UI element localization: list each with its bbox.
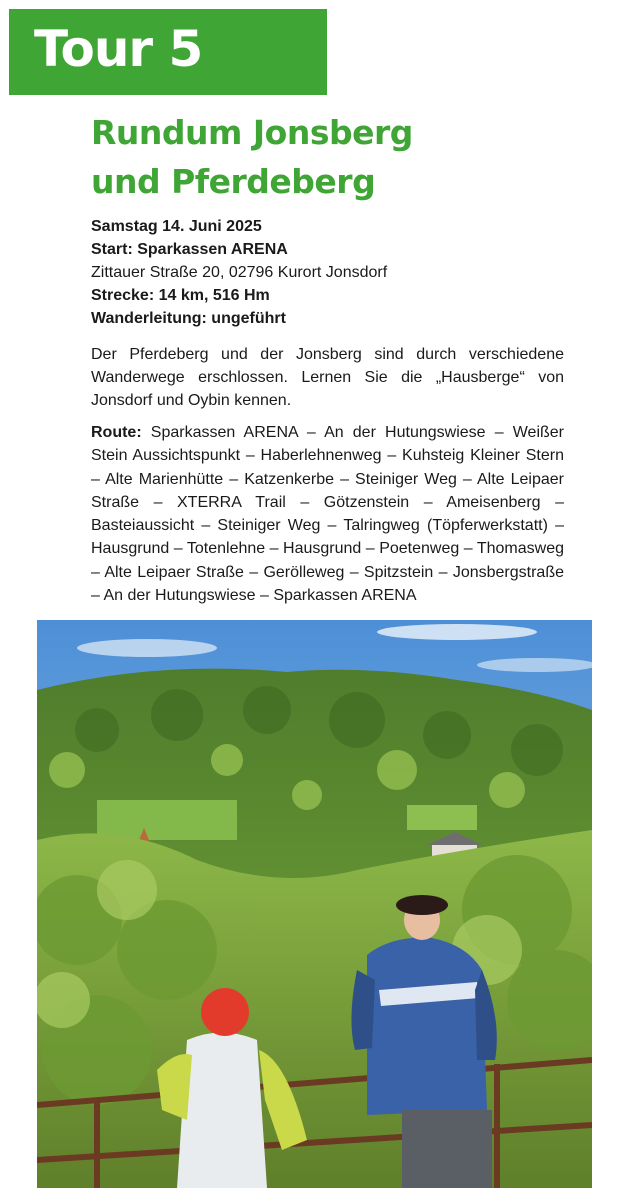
route-text: Sparkassen ARENA – An der Hutungswiese – Weißer Stein Aussichtspunkt – Haberlehnenweg – Kuhsteig Kleiner Stern – Alte Marienhütte – Katzenkerbe – Steiniger Weg – Alte Leipaer Straße – XTERRA Trail – Götzenstein – Ameisenberg – Basteiaussicht – Steiniger Weg – Talringweg (Töpferwerkstatt) – Hausgrund – Totenlehne – Hausgrund – Poetenweg – Thomasweg – Alte Leipaer Straße – Gerölleweg – Spitzstein – Jonsbergstraße – An der Hutungswiese – Sparkassen ARENA [91, 424, 564, 605]
tour-label: Tour 5 [34, 20, 203, 78]
tour-date: Samstag 14. Juni 2025 [91, 218, 262, 235]
title-line-1: Rundum Jonsberg [91, 113, 413, 152]
tour-route [91, 421, 564, 607]
tour-distance: Strecke: 14 km, 516 Hm [91, 287, 270, 304]
tour-address: Zittauer Straße 20, 02796 Kurort Jonsdorf [91, 264, 388, 281]
title-line-2: und Pferdeberg [91, 162, 376, 201]
tour-start: Start: Sparkassen ARENA [91, 241, 288, 258]
route-label: Route: [91, 424, 142, 441]
tour-info [91, 215, 581, 330]
tour-guide: Wanderleitung: ungeführt [91, 310, 286, 327]
page-title [91, 108, 571, 206]
tour-description: Der Pferdeberg und der Jonsberg sind durch verschiedene Wanderwege erschlossen. Lernen Sie die „Hausberge“ von Jonsdorf und Oybin kennen. [91, 346, 564, 409]
landscape-photo [37, 620, 592, 1188]
